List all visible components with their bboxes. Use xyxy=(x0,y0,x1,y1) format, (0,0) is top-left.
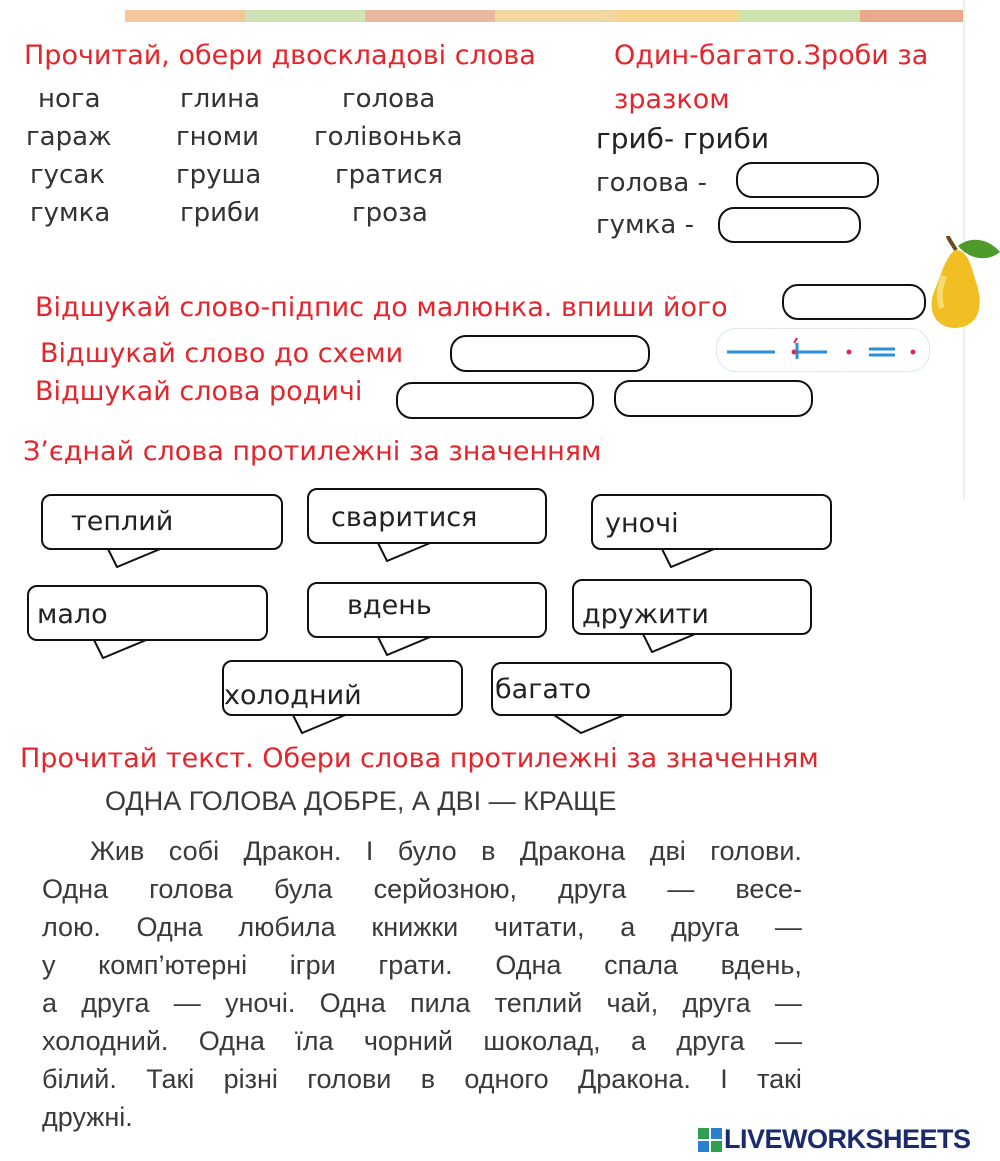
story-line xyxy=(42,832,802,870)
story-word[interactable]: Одна xyxy=(136,912,203,942)
story-word[interactable]: Дракона. xyxy=(578,1064,691,1094)
story-word[interactable]: комп’ютерні xyxy=(98,950,248,980)
story-word[interactable]: вдень, xyxy=(720,950,802,980)
brand-name: LIVEWORKSHEETS xyxy=(724,1124,971,1154)
bubble-unochi[interactable] xyxy=(591,494,832,550)
story-word[interactable]: пила xyxy=(409,988,471,1018)
picture-task-instruction: Відшукай слово-підпис до малюнка. впиши його xyxy=(35,292,728,323)
bubble-vden[interactable] xyxy=(307,582,547,638)
word-harazh[interactable]: гараж xyxy=(26,122,112,152)
liveworksheets-logo[interactable] xyxy=(698,1124,971,1155)
story-word[interactable]: а xyxy=(42,988,58,1018)
story-word[interactable]: холодний. xyxy=(42,1026,169,1056)
strip-segment xyxy=(860,10,965,22)
word-scheme xyxy=(716,328,930,372)
plural-example: гриб- гриби xyxy=(596,122,770,155)
story-word[interactable]: а xyxy=(630,1026,646,1056)
story-word[interactable]: — xyxy=(774,912,802,942)
bubble-svarytysia[interactable] xyxy=(307,488,547,544)
plural-holova-input[interactable] xyxy=(736,162,879,198)
story-word[interactable]: Одна xyxy=(495,950,562,980)
picture-caption-input[interactable] xyxy=(782,284,926,320)
word-hratysia[interactable]: гратися xyxy=(335,160,444,190)
story-word[interactable]: теплий xyxy=(494,988,583,1018)
bubble-label: теплий xyxy=(71,506,174,537)
bubble-teplyi[interactable] xyxy=(41,494,283,550)
story-word[interactable]: голови xyxy=(307,1064,392,1094)
bubble-label: дружити xyxy=(582,599,709,630)
story-word[interactable]: Дракон. xyxy=(243,836,342,866)
word-holova[interactable]: голова xyxy=(342,84,436,114)
bubble-label: вдень xyxy=(347,590,432,621)
story-line xyxy=(42,908,802,946)
opposites-instruction: З’єднай слова протилежні за значенням xyxy=(23,436,602,467)
story-word[interactable]: серйозною, xyxy=(373,874,517,904)
section1-instruction: Прочитай, обери двоскладові слова xyxy=(24,40,536,71)
strip-segment xyxy=(245,10,365,22)
bubble-malo[interactable] xyxy=(27,585,268,641)
text-instruction: Прочитай текст. Обери слова протилежні за значенням xyxy=(20,743,819,774)
story-word[interactable]: було xyxy=(397,836,457,866)
story-word[interactable]: друга xyxy=(558,874,627,904)
story-word[interactable]: Жив xyxy=(90,836,145,866)
story-word[interactable]: різні xyxy=(223,1064,278,1094)
bubble-label: уночі xyxy=(605,508,679,539)
story-word[interactable]: білий. xyxy=(42,1064,117,1094)
bubble-kholodnyi[interactable] xyxy=(222,660,463,716)
liveworksheets-logo-icon xyxy=(698,1128,722,1152)
story-word[interactable]: любила xyxy=(238,912,336,942)
story-word[interactable]: в xyxy=(420,1064,436,1094)
bubble-bahato[interactable] xyxy=(491,662,732,716)
story-line-text: дружні. xyxy=(42,1102,133,1132)
story-word[interactable]: І xyxy=(365,836,374,866)
story-line xyxy=(42,870,802,908)
story-word[interactable]: книжки xyxy=(371,912,459,942)
story-word[interactable]: голови. xyxy=(710,836,802,866)
relatives-task-instruction: Відшукай слова родичі xyxy=(35,376,363,407)
story-word[interactable]: такі xyxy=(757,1064,802,1094)
syllable-scheme-icon xyxy=(717,329,929,371)
story-line xyxy=(42,1060,802,1098)
story-word[interactable]: друга xyxy=(682,988,751,1018)
story-word[interactable]: Такі xyxy=(146,1064,195,1094)
story-word[interactable]: — xyxy=(173,988,201,1018)
story-word[interactable]: весе- xyxy=(735,874,802,904)
bubble-label: сваритися xyxy=(331,502,478,533)
word-hroza[interactable]: гроза xyxy=(352,198,428,228)
story-word[interactable]: голова xyxy=(149,874,233,904)
story-title: ОДНА ГОЛОВА ДОБРЕ, А ДВІ — КРАЩЕ xyxy=(105,786,617,816)
story-word[interactable]: грати. xyxy=(378,950,453,980)
story-word[interactable]: чай, xyxy=(606,988,659,1018)
word-hrusha[interactable]: груша xyxy=(176,160,262,190)
plural-item-holova: голова - xyxy=(596,168,707,198)
story-word[interactable]: уночі. xyxy=(224,988,296,1018)
plural-humka-input[interactable] xyxy=(718,207,861,243)
strip-segment xyxy=(365,10,495,22)
strip-segment xyxy=(125,10,245,22)
story-word[interactable]: була xyxy=(274,874,333,904)
story-word[interactable]: їла xyxy=(295,1026,334,1056)
word-humka[interactable]: гумка xyxy=(30,198,111,228)
bubble-druzhyty[interactable] xyxy=(572,579,812,635)
bubble-label: мало xyxy=(37,599,108,630)
story-word[interactable]: спала xyxy=(604,950,678,980)
story-word[interactable]: собі xyxy=(168,836,220,866)
story-word[interactable]: а xyxy=(620,912,636,942)
story-word[interactable]: дві xyxy=(649,836,686,866)
story-word[interactable]: І xyxy=(720,1064,728,1094)
story-word[interactable]: читати, xyxy=(493,912,585,942)
scheme-task-instruction: Відшукай слово до схеми xyxy=(40,338,404,369)
word-holivonka[interactable]: голівонька xyxy=(314,122,463,152)
story-line xyxy=(42,1022,802,1060)
story-word[interactable]: друга xyxy=(81,988,150,1018)
scheme-word-input[interactable] xyxy=(450,335,650,372)
story-word[interactable]: — xyxy=(774,1026,802,1056)
story-word[interactable]: одного xyxy=(464,1064,549,1094)
story-word[interactable]: — xyxy=(667,874,695,904)
story-line xyxy=(42,1098,802,1136)
story-word[interactable]: у xyxy=(42,950,56,980)
story-word[interactable]: лою. xyxy=(42,912,101,942)
story-word[interactable]: — xyxy=(774,988,802,1018)
story-line xyxy=(42,984,802,1022)
story-line xyxy=(42,946,802,984)
pear-icon xyxy=(926,236,1000,330)
story-word[interactable]: Дракона xyxy=(519,836,626,866)
top-decor-strip xyxy=(0,0,1000,24)
story-word[interactable]: в xyxy=(481,836,496,866)
relative-word-input-2[interactable] xyxy=(614,380,813,417)
story-word[interactable]: Одна xyxy=(42,874,109,904)
relative-word-input-1[interactable] xyxy=(396,382,594,419)
word-noha[interactable]: нога xyxy=(38,84,101,114)
word-hryby[interactable]: гриби xyxy=(180,198,260,228)
story-word[interactable]: Одна xyxy=(319,988,386,1018)
plural-item-humka: гумка - xyxy=(596,210,694,240)
story-word[interactable]: друга xyxy=(670,912,740,942)
strip-segment xyxy=(740,10,860,22)
story-word[interactable]: друга xyxy=(676,1026,745,1056)
strip-segment xyxy=(615,10,740,22)
section2-instruction-line2: зразком xyxy=(614,84,730,115)
word-husak[interactable]: гусак xyxy=(30,160,105,190)
story-word[interactable]: Одна xyxy=(198,1026,265,1056)
story-word[interactable]: чорний xyxy=(363,1026,454,1056)
section2-instruction-line1: Один-багато.Зроби за xyxy=(614,40,929,71)
bubble-label: багато xyxy=(495,674,592,705)
story-word[interactable]: шоколад, xyxy=(483,1026,601,1056)
strip-segment xyxy=(495,10,615,22)
word-hnomy[interactable]: гноми xyxy=(176,122,260,152)
word-hlyna[interactable]: глина xyxy=(180,84,261,114)
story-word[interactable]: ігри xyxy=(289,950,336,980)
bubble-label: холодний xyxy=(224,680,362,711)
